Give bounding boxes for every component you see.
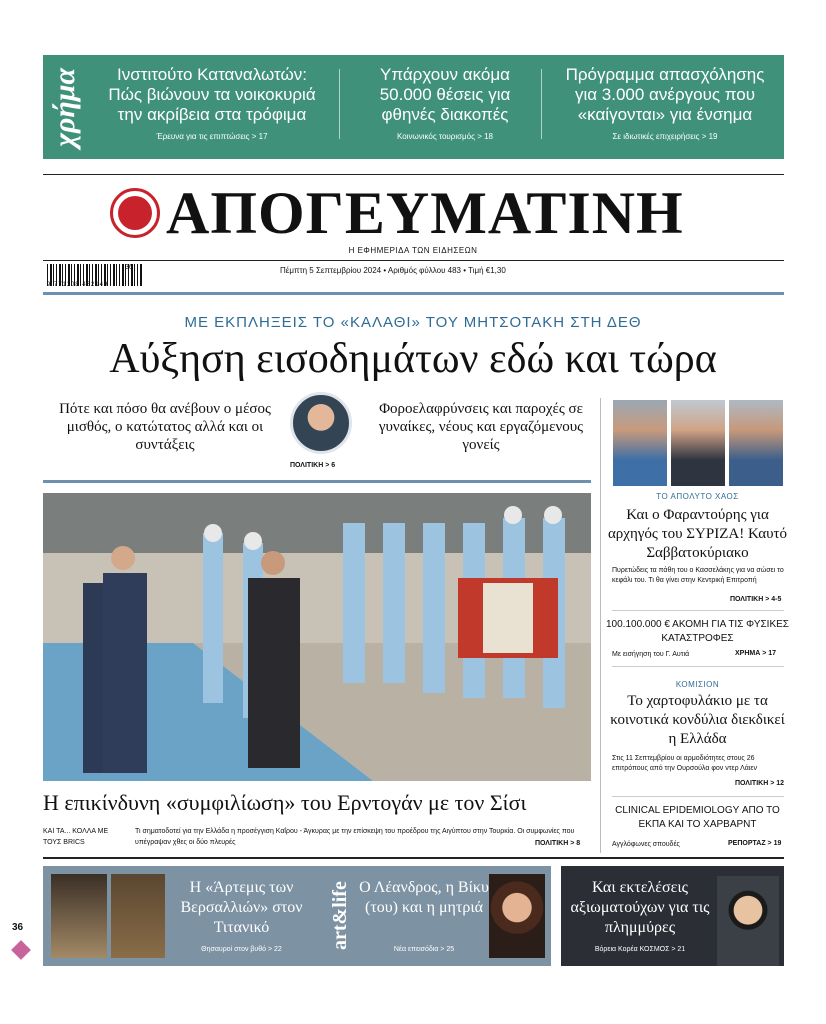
rc-headline-3[interactable]: Το χαρτοφυλάκιο με τα κοινοτικά κονδύλια διεκδικεί η Ελλάδα (610, 693, 785, 747)
banner-sub: Έρευνα για τις επιπτώσεις > 17 (156, 132, 268, 141)
rc-tag-4: ΡΕΠΟΡΤΑΖ > 19 (728, 840, 782, 847)
world-box (561, 866, 784, 966)
section-label: χρήμα (48, 67, 81, 147)
banner-sub: Σε ιδιωτικές επιχειρήσεις > 19 (612, 132, 718, 141)
bottom-rule (43, 857, 784, 859)
titanic-relief-photo (111, 874, 165, 958)
syriza-faces-photo (613, 400, 783, 486)
masthead-subtitle: Η ΕΦΗΜΕΡΙΔΑ ΤΩΝ ΕΙΔΗΣΕΩΝ (348, 246, 478, 255)
diamond-icon (11, 940, 31, 960)
masthead-rule-bottom (43, 260, 784, 261)
photo-text: Τι σηματοδοτεί για την Ελλάδα η προσέγγιση Καΐρου - Άγκυρας με την επίσκεψη του προέδρου της Αιγύπτου στην Τουρκία. Οι συμφωνίες που υπέγραψαν χθες οι δύο πλευρές (135, 828, 575, 846)
banner-story-1[interactable] (101, 65, 323, 141)
rc-tag-2: ΧΡΗΜΑ > 17 (735, 650, 777, 657)
rc-text-2: Με εισήγηση του Γ. Αυτιά (612, 651, 690, 658)
rc-headline-4[interactable]: CLINICAL EPIDEMIOLOGY ΑΠΟ ΤΟ ΕΚΠΑ ΚΑΙ ΤΟ ΧΑΡΒΑΡΝΤ (615, 805, 780, 830)
rc-divider (612, 610, 784, 611)
top-banner (43, 55, 784, 159)
issue-code: 36 (125, 264, 133, 271)
newspaper-logo-icon (110, 188, 160, 238)
banner-divider (339, 69, 340, 139)
barcode-number: 9 771108 462149 (47, 282, 109, 288)
world-sub: Βόρεια Κορέα ΚΟΣΜΟΣ > 21 (594, 946, 686, 953)
banner-headline: Πρόγραμμα απασχόλησης για 3.000 ανέργους που «καίγονται» για ένσημα (565, 65, 765, 124)
masthead-rule-top (43, 174, 784, 175)
art1-headline[interactable]: Η «Άρτεμις των Βερσαλλιών» στον Τιτανικό (180, 879, 303, 936)
column-divider (600, 398, 601, 853)
banner-sub: Κοινωνικός τουρισμός > 18 (397, 132, 493, 141)
rc-headline-1[interactable]: Και ο Φαραντούρης για αρχηγός του ΣΥΡΙΖΑ! Καυτό Σαββατοκύριακο (607, 507, 788, 561)
photo-illustration (43, 493, 591, 781)
art-life-box (43, 866, 551, 966)
dateline-rule (43, 292, 784, 295)
rc-divider (612, 666, 784, 667)
rc-tag-1: ΠΟΛΙΤΙΚΗ > 4-5 (730, 596, 782, 603)
banner-headline: Υπάρχουν ακόμα 50.000 θέσεις για φθηνές διακοπές (379, 65, 511, 124)
mitsotakis-portrait (290, 392, 352, 454)
photo-side-label: ΚΑΙ ΤΑ... ΚΟΛΛΑ ΜΕ ΤΟΥΣ BRICS (43, 828, 109, 846)
lead-deck-left: Πότε και πόσο θα ανέβουν ο μέσος μισθός, ο κατώτατος αλλά και οι συντάξεις (59, 401, 271, 453)
rc-kicker-1: ΤΟ ΑΠΟΛΥΤΟ ΧΑΟΣ (656, 492, 739, 501)
lead-rule (43, 480, 591, 483)
banner-divider (541, 69, 542, 139)
lead-kicker: ΜΕ ΕΚΠΛΗΞΕΙΣ ΤΟ «ΚΑΛΑΘΙ» ΤΟΥ ΜΗΤΣΟΤΑΚΗ ΣΤΗ ΔΕΘ (184, 314, 642, 331)
rc-headline-2[interactable]: 100.100.000 € ΑΚΟΜΗ ΓΙΑ ΤΙΣ ΦΥΣΙΚΕΣ ΚΑΤΑΣΤΡΟΦΕΣ (606, 619, 789, 644)
rc-kicker-3: ΚΟΜΙΣΙΟΝ (675, 680, 720, 689)
face-photo-1 (613, 400, 667, 486)
lead-tag: ΠΟΛΙΤΙΚΗ > 6 (290, 462, 336, 469)
world-headline[interactable]: Και εκτελέσεις αξιωματούχων για τις πλημμύρες (570, 879, 710, 936)
face-photo-3 (729, 400, 783, 486)
art2-headline[interactable]: Ο Λέανδρος, η Βίκυ (του) και η μητριά (359, 879, 489, 916)
rc-text-1: Πυρετώδεις τα πάθη του ο Κασσελάκης για να σώσει το κεφάλι του. Τι θα γίνει στην Κεντρική Επιτροπή (612, 567, 784, 584)
face-photo-2 (671, 400, 725, 486)
erdogan-sisi-photo[interactable] (43, 493, 591, 781)
photo-tag: ΠΟΛΙΤΙΚΗ > 8 (535, 840, 581, 847)
rc-text-3: Στις 11 Σεπτεμβρίου οι αρμοδιότητες στους 26 επιτρόπους από την Ουρσούλα φον ντερ Λάιεν (612, 755, 758, 772)
dateline: Πέμπτη 5 Σεπτεμβρίου 2024 • Αριθμός φύλλου 483 • Τιμή €1,30 (280, 266, 506, 275)
page-number: 36 (12, 922, 24, 933)
art1-sub: Θησαυροί στον βυθό > 22 (201, 946, 282, 953)
lead-deck-right: Φοροελαφρύνσεις και παροχές σε γυναίκες, νέους και εργαζόμενους γονείς (378, 401, 584, 453)
masthead-title: ΑΠΟΓΕΥΜΑΤΙΝΗ (166, 180, 684, 246)
lead-headline[interactable]: Αύξηση εισοδημάτων εδώ και τώρα (109, 336, 717, 382)
rc-tag-3: ΠΟΛΙΤΙΚΗ > 12 (735, 780, 785, 787)
kim-portrait (717, 876, 779, 966)
banner-story-2[interactable] (355, 65, 535, 141)
art2-sub: Νέα επεισόδια > 25 (393, 946, 455, 953)
vicky-portrait (489, 874, 545, 958)
art-life-label: art&life (329, 881, 351, 951)
rc-divider (612, 796, 784, 797)
banner-story-3[interactable] (553, 65, 777, 141)
banner-headline: Ινστιτούτο Καταναλωτών: Πώς βιώνουν τα νοικοκυριά την ακρίβεια στα τρόφιμα (108, 65, 316, 124)
artemis-statue-photo (51, 874, 107, 958)
photo-caption[interactable]: Η επικίνδυνη «συμφιλίωση» του Ερντογάν με τον Σίσι (43, 790, 527, 815)
rc-text-4: Αγγλόφωνες σπουδές (612, 841, 680, 848)
